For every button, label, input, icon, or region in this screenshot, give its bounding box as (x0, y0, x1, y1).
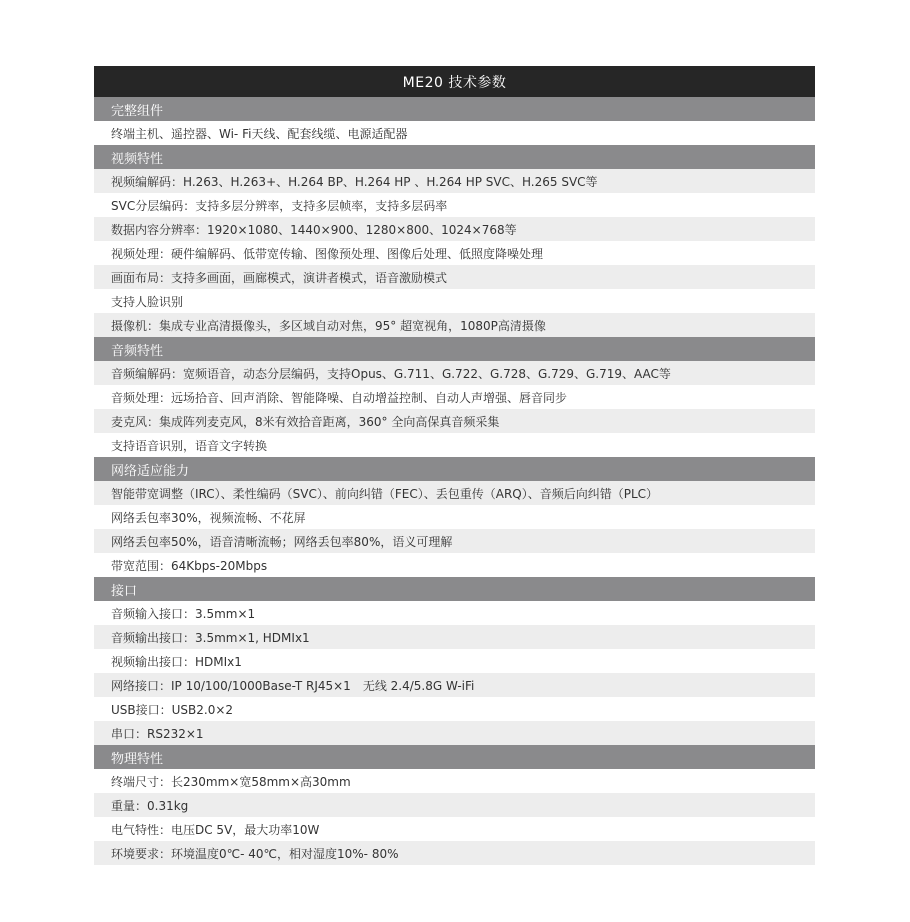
spec-row: 视频处理：硬件编解码、低带宽传输、图像预处理、图像后处理、低照度降噪处理 (94, 241, 815, 265)
spec-row: 音频编解码：宽频语音，动态分层编码，支持Opus、G.711、G.722、G.728、G.729、G.719、AAC等 (94, 361, 815, 385)
section-header-physical: 物理特性 (94, 745, 815, 769)
spec-row: 画面布局：支持多画面，画廊模式，演讲者模式，语音激励模式 (94, 265, 815, 289)
spec-row: 环境要求：环境温度0℃- 40℃，相对湿度10%- 80% (94, 841, 815, 865)
spec-row: 网络接口：IP 10/100/1000Base-T RJ45×1 无线 2.4/5.8G W-iFi (94, 673, 815, 697)
spec-row: 智能带宽调整（IRC）、柔性编码（SVC）、前向纠错（FEC）、丢包重传（ARQ）、音频后向纠错（PLC） (94, 481, 815, 505)
spec-row: USB接口：USB2.0×2 (94, 697, 815, 721)
spec-row: 音频输出接口：3.5mm×1, HDMIx1 (94, 625, 815, 649)
spec-row: 数据内容分辨率：1920×1080、1440×900、1280×800、1024×768等 (94, 217, 815, 241)
spec-row: 串口：RS232×1 (94, 721, 815, 745)
spec-row: 网络丢包率30%，视频流畅、不花屏 (94, 505, 815, 529)
spec-row: 支持人脸识别 (94, 289, 815, 313)
spec-row: 网络丢包率50%，语音清晰流畅；网络丢包率80%，语义可理解 (94, 529, 815, 553)
spec-row: 音频输入接口：3.5mm×1 (94, 601, 815, 625)
spec-row: 带宽范围：64Kbps-20Mbps (94, 553, 815, 577)
spec-row: 终端主机、遥控器、Wi- Fi天线、配套线缆、电源适配器 (94, 121, 815, 145)
section-header-components: 完整组件 (94, 97, 815, 121)
spec-row: 视频编解码：H.263、H.263+、H.264 BP、H.264 HP 、H.264 HP SVC、H.265 SVC等 (94, 169, 815, 193)
spec-row: 终端尺寸：长230mm×宽58mm×高30mm (94, 769, 815, 793)
section-header-network: 网络适应能力 (94, 457, 815, 481)
spec-row: 麦克风：集成阵列麦克风，8米有效拾音距离，360° 全向高保真音频采集 (94, 409, 815, 433)
section-header-audio: 音频特性 (94, 337, 815, 361)
spec-row: 音频处理：远场拾音、回声消除、智能降噪、自动增益控制、自动人声增强、唇音同步 (94, 385, 815, 409)
spec-row: 电气特性：电压DC 5V，最大功率10W (94, 817, 815, 841)
spec-row: 视频输出接口：HDMIx1 (94, 649, 815, 673)
section-header-interfaces: 接口 (94, 577, 815, 601)
spec-row: 支持语音识别，语音文字转换 (94, 433, 815, 457)
spec-table (94, 66, 815, 865)
spec-row: 重量：0.31kg (94, 793, 815, 817)
spec-row: SVC分层编码：支持多层分辨率，支持多层帧率，支持多层码率 (94, 193, 815, 217)
table-title: ME20 技术参数 (94, 66, 815, 97)
section-header-video: 视频特性 (94, 145, 815, 169)
spec-row: 摄像机：集成专业高清摄像头，多区域自动对焦，95° 超宽视角，1080P高清摄像 (94, 313, 815, 337)
